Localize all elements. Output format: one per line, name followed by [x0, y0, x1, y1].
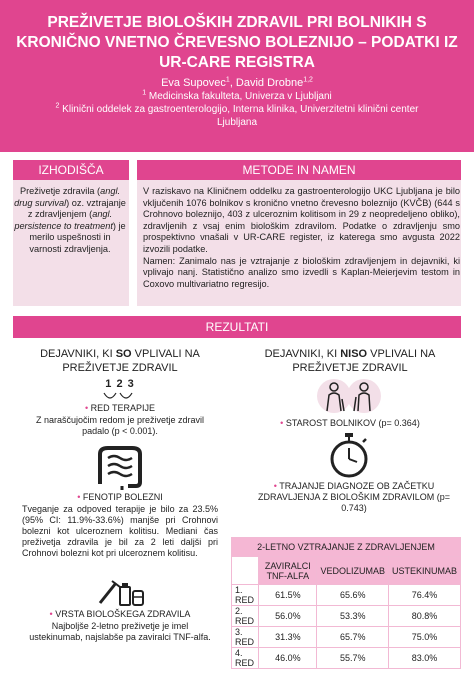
starost-label [252, 418, 448, 429]
persistence-table [231, 537, 461, 669]
authors [0, 77, 474, 90]
trajanje-label-text: TRAJANJE DIAGNOZE OB ZAČETKU ZDRAVLJENJA Z BIOLOŠKIM ZDRAVILOM (p= 0.743) [258, 481, 450, 513]
col-header-tnf: ZAVIRALCI TNF-ALFA [259, 557, 317, 585]
col-header-vedolizumab: VEDOLIZUMAB [317, 557, 389, 585]
cell: 65.7% [317, 627, 389, 648]
lh1: DEJAVNIKI, KI [40, 348, 116, 360]
right-column-heading [244, 347, 456, 375]
table-row [232, 648, 461, 669]
lh-bold: SO [115, 348, 132, 360]
affiliation-1 [0, 90, 474, 103]
izh-t2: angl. drug survival [14, 186, 121, 208]
table-row [232, 606, 461, 627]
author-1-sup: 1 [225, 76, 230, 84]
fenotip-text: Tveganje za odpoved terapije je bilo za 23.5% (95% CI: 11.9%-33.6%) manjše pri Crohnovi bolezni kot ulceroznem kolitisu. Mediani čas preživetja zdravila je bil za 2 leti daljši pri Crohnovi bolezni kot pri ulceroznem kolitisu. [22, 504, 218, 558]
cell: 56.0% [259, 606, 317, 627]
medicine-icon [96, 577, 146, 607]
vrsta-label [30, 609, 210, 620]
bullet-1: • [84, 403, 89, 413]
fen-label-text: FENOTIP BOLEZNI [82, 492, 163, 502]
cell: 80.8% [388, 606, 460, 627]
author-2: , David Drobne [229, 77, 304, 89]
izh-t4: angl. persistence to treatment [14, 209, 113, 231]
red-terapije-label [30, 403, 210, 414]
intestine-icon [92, 444, 148, 490]
poster-header [0, 0, 474, 152]
numbered-list-arrows [100, 391, 140, 403]
row-label: 4. RED [232, 648, 259, 669]
bullet-3: • [49, 609, 53, 619]
cell: 75.0% [388, 627, 460, 648]
izhodisca-text [14, 186, 126, 256]
red-label-text: RED TERAPIJE [90, 403, 156, 413]
col-header-ustekinumab: USTEKINUMAB [388, 557, 460, 585]
trajanje-label [252, 481, 456, 514]
row-label: 3. RED [232, 627, 259, 648]
lh2: VPLIVALI NA PREŽIVETJE ZDRAVIL [62, 348, 200, 374]
poster-title: PREŽIVETJE BIOLOŠKIH ZDRAVIL PRI BOLNIKIH S KRONIČNO VNETNO ČREVESNO BOLEZNIJO – PODATKI IZ UR-CARE REGISTRA [16, 14, 458, 71]
affiliation-2-text: Klinični oddelek za gastroenterologijo, Interna klinika, Univerzitetni klinični center Ljubljana [59, 104, 419, 128]
left-column-heading [20, 347, 220, 375]
author-1: Eva Supovec [161, 77, 226, 89]
cell: 31.3% [259, 627, 317, 648]
rh1: DEJAVNIKI, KI [264, 348, 341, 360]
izh-t3: ) oz. vztrajanje z zdravljenjem ( [27, 197, 126, 220]
affiliation-1-num: 1 [142, 89, 147, 97]
cell: 61.5% [259, 585, 317, 606]
cell: 55.7% [317, 648, 389, 669]
metode-text [143, 186, 460, 290]
cell: 65.6% [317, 585, 389, 606]
table-row [232, 627, 461, 648]
row-label: 2. RED [232, 606, 259, 627]
elderly-people-icon [316, 377, 382, 415]
izhodisca-heading: IZHODIŠČA [13, 160, 129, 180]
numbered-list-icon [100, 378, 140, 402]
table-corner [232, 557, 259, 585]
bullet-5: • [273, 481, 277, 491]
row-label: 1. RED [232, 585, 259, 606]
table-row [232, 585, 461, 606]
vrsta-text: Najboljše 2-letno preživetje je imel ustekinumab, najslabše pa zaviralci TNF-alfa. [29, 621, 211, 642]
metode-heading: METODE IN NAMEN [137, 160, 461, 180]
fenotip-label [30, 492, 210, 503]
rh-bold: NISO [340, 348, 368, 360]
cell: 83.0% [388, 648, 460, 669]
rh2: VPLIVALI NA PREŽIVETJE ZDRAVIL [292, 348, 436, 374]
bullet-2: • [77, 492, 81, 502]
rezultati-heading: REZULTATI [13, 316, 461, 338]
bullet-4: • [280, 418, 284, 428]
numbers-glyph: 1 2 3 [105, 378, 135, 390]
cell: 53.3% [317, 606, 389, 627]
affiliation-2-num: 2 [55, 102, 60, 110]
table-caption: 2-LETNO VZTRAJANJE Z ZDRAVLJENJEM [232, 538, 461, 557]
cell: 46.0% [259, 648, 317, 669]
izh-t1: Preživetje zdravila ( [19, 186, 101, 196]
affiliation-2 [0, 103, 474, 129]
red-terapije-text: Z naraščujočim redom je preživetje zdravil padalo (p < 0.001). [35, 415, 205, 436]
cell: 76.4% [388, 585, 460, 606]
affiliation-1-text: Medicinska fakulteta, Univerza v Ljubljani [146, 91, 332, 102]
vrsta-label-text: VRSTA BIOLOŠKEGA ZDRAVILA [55, 609, 191, 619]
izh-t5: ) je merilo uspešnosti in varnosti zdravljenja. [29, 220, 126, 254]
starost-label-text: STAROST BOLNIKOV (p= 0.364) [285, 418, 420, 428]
author-2-sup: 1,2 [303, 76, 313, 84]
metode-p2: Namen: Zanimalo nas je vztrajanje z biološkim zdravljenjem in dejavniki, ki vplivajo nanj. Statistično analizo smo izvedli s Kaplan-Meierjevim testom in Coxovo multivariatno regresijo. [143, 255, 460, 289]
stopwatch-icon [327, 432, 371, 478]
metode-p1: V raziskavo na Kliničnem oddelku za gastroenterologijo UKC Ljubljana je bilo vključenih 1076 bolnikov s kronično vnetno črevesno boleznijo (KVČB) (644 s Crohnovo boleznijo, 403 z ulceroznim kolitisom in 29 z neopredeljeno obliko), zdravljenih z vsaj enim biološkim zdravilom. Podatke o zdravljenju smo prospektivno vnašali v UR-CARE register, iz katerega smo avgusta 2022 izvozili podatke. [143, 186, 460, 254]
